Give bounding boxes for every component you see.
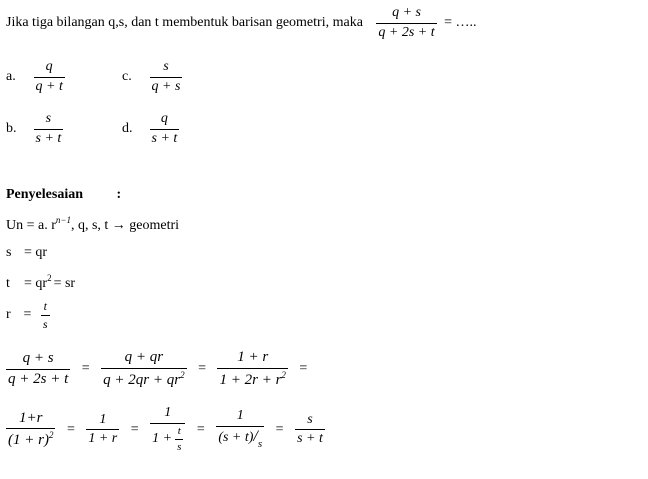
step2-frac3-num: 1 — [164, 405, 172, 420]
step1-eq2: = — [198, 361, 206, 377]
step2-frac3-den-frac-den: s — [177, 441, 182, 454]
step1-eq3: = — [299, 361, 308, 377]
step1-frac2-num: q + qr — [124, 349, 164, 365]
step2-frac1-den — [6, 428, 55, 449]
step2-line — [6, 406, 325, 454]
r-line-eq: = — [23, 307, 32, 323]
step2-frac4-den — [216, 426, 264, 451]
step1-frac1-den: q + 2s + t — [8, 370, 69, 387]
option-b-den: s + t — [35, 130, 62, 146]
un-formula-left: Un = a. r — [6, 218, 56, 233]
option-d-label: d. — [122, 121, 133, 137]
r-fraction-den: s — [42, 316, 48, 331]
step1-frac2-exp: 2 — [180, 369, 185, 380]
option-d-den: s + t — [151, 130, 178, 146]
t-line-right: = sr — [53, 276, 76, 291]
step2-frac3-den-left: 1 + — [152, 431, 173, 447]
step2-frac4-den-slash: / — [253, 427, 258, 445]
step2-eq1: = — [66, 421, 75, 437]
step2-frac3 — [150, 406, 185, 454]
option-c-label: c. — [122, 69, 132, 85]
s-line-right: = qr — [24, 245, 48, 260]
step2-frac2-num: 1 — [99, 411, 107, 427]
t-line-exp: 2 — [47, 273, 52, 283]
step1-frac1-num: q + s — [22, 350, 54, 366]
s-line-left: s — [6, 245, 12, 260]
step2-frac4-den-text: (s + t) — [218, 429, 254, 445]
option-d — [122, 112, 179, 146]
step2-frac2 — [86, 413, 119, 447]
r-fraction-num: t — [43, 299, 47, 313]
step1-frac3-num: 1 + r — [237, 349, 269, 365]
r-line — [6, 300, 50, 330]
step2-frac3-den-frac — [175, 426, 183, 454]
question-denominator: q + 2s + t — [378, 24, 435, 40]
step1-frac2-den — [101, 368, 186, 389]
step2-frac1-den-text: (1 + r) — [8, 432, 49, 449]
un-formula-right: , q, s, t → geometri — [70, 218, 180, 233]
option-d-num: q — [160, 111, 168, 126]
step2-frac1 — [6, 411, 55, 450]
question-tail: = ….. — [444, 15, 477, 31]
step1-line — [6, 350, 315, 389]
question-fraction — [376, 6, 436, 40]
option-a — [6, 60, 65, 94]
step2-frac4 — [216, 409, 264, 450]
s-line — [6, 245, 47, 261]
step2-frac5-den: s + t — [297, 431, 323, 447]
step2-frac2-den: 1 + r — [88, 431, 118, 447]
step2-frac3-den-frac-num: t — [177, 424, 181, 437]
step1-eq1: = — [81, 361, 90, 377]
step1-frac3-den — [217, 368, 287, 389]
step1-frac1 — [6, 351, 70, 388]
solution-heading — [6, 187, 121, 203]
step2-frac4-den-s: s — [257, 437, 263, 450]
option-a-fraction — [34, 60, 65, 94]
step2-frac1-exp: 2 — [48, 430, 54, 441]
step2-eq3: = — [196, 421, 205, 437]
option-c-fraction — [150, 60, 183, 94]
option-c-num: s — [163, 59, 169, 74]
t-line-left: t — [6, 276, 10, 291]
r-line-left: r — [6, 307, 11, 323]
step2-frac5-num: s — [307, 411, 313, 427]
step1-frac3-den-text: 1 + 2r + r — [219, 371, 282, 388]
solution-heading-colon: : — [116, 187, 122, 202]
step2-eq4: = — [275, 421, 284, 437]
step1-frac3 — [217, 350, 287, 389]
option-c-den: q + s — [151, 78, 181, 94]
option-c — [122, 60, 182, 94]
question-line — [6, 6, 477, 40]
un-formula-line — [6, 215, 179, 234]
option-d-fraction — [150, 112, 180, 146]
option-b-fraction — [34, 112, 64, 146]
step2-frac4-num: 1 — [236, 408, 244, 424]
step2-frac1-num: 1+r — [18, 409, 43, 426]
question-text: Jika tiga bilangan q,s, dan t membentuk barisan geometri, maka — [6, 15, 363, 31]
step2-frac5 — [295, 413, 325, 447]
r-fraction — [41, 300, 50, 330]
solution-heading-text: Penyelesaian — [6, 187, 83, 202]
step1-frac2 — [101, 350, 186, 389]
option-a-den: q + t — [35, 78, 63, 94]
option-b-num: s — [45, 111, 52, 126]
un-formula-exponent: n−1 — [55, 215, 71, 225]
option-a-num: q — [45, 59, 53, 74]
step1-frac3-exp: 2 — [281, 369, 286, 380]
step1-frac2-den-text: q + 2qr + qr — [103, 371, 181, 388]
t-line — [6, 273, 75, 292]
step2-eq2: = — [130, 421, 139, 437]
option-a-label: a. — [6, 69, 16, 85]
t-line-mid: = qr — [24, 276, 48, 291]
question-numerator: q + s — [392, 5, 421, 20]
option-b — [6, 112, 63, 146]
option-b-label: b. — [6, 121, 17, 137]
step2-frac3-den — [150, 423, 185, 454]
